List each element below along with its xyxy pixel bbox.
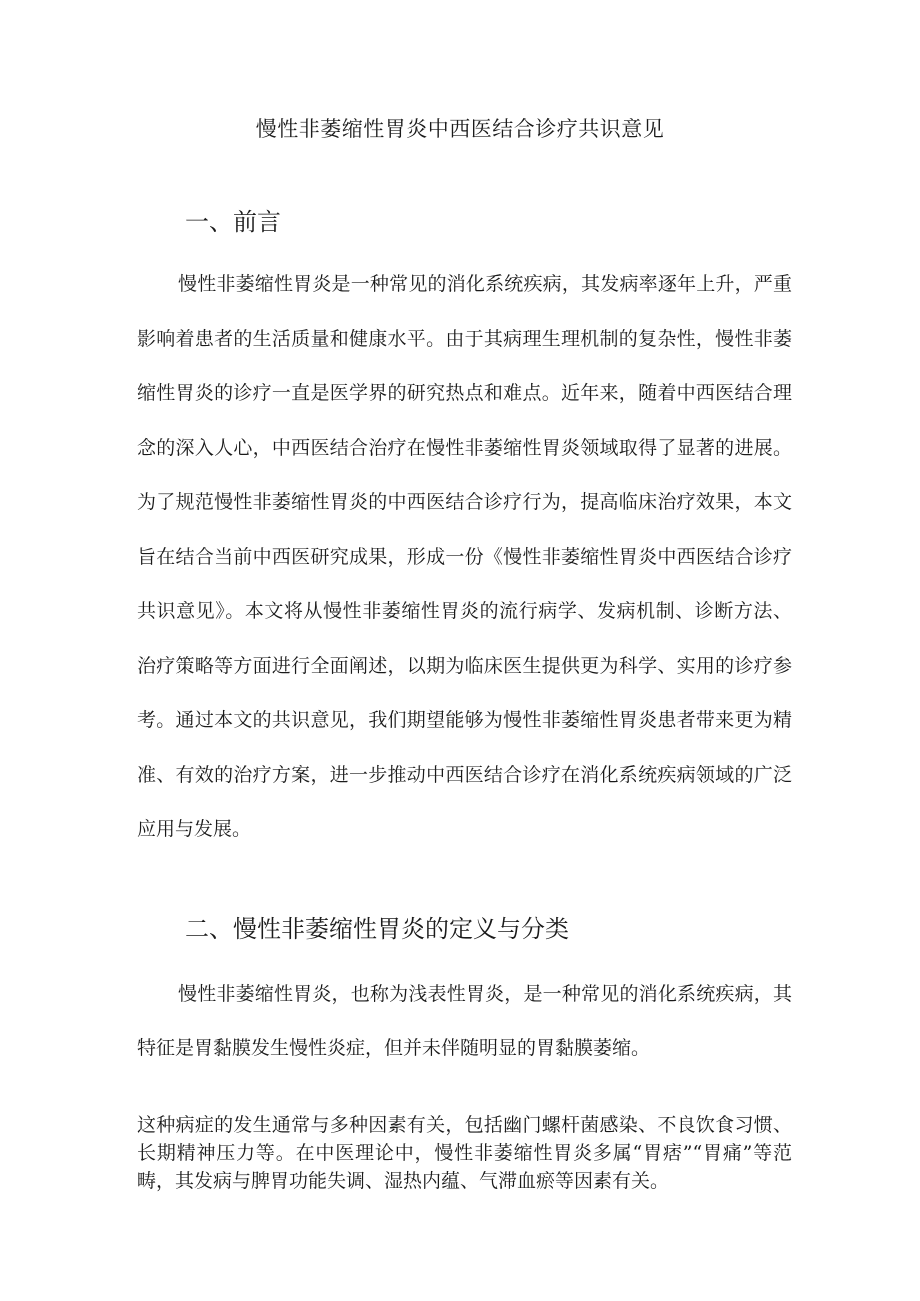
- preface-paragraph: 慢性非萎缩性胃炎是一种常见的消化系统疾病，其发病率逐年上升，严重影响着患者的生活质量和健康水平。由于其病理生理机制的复杂性，慢性非萎缩性胃炎的诊疗一直是医学界的研究热点和难点。近年来，随着中西医结合理念的深入人心，中西医结合治疗在慢性非萎缩性胃炎领域取得了显著的进展。为了规范慢性非萎缩性胃炎的中西医结合诊疗行为，提高临床治疗效果，本文旨在结合当前中西医研究成果，形成一份《慢性非萎缩性胃炎中西医结合诊疗共识意见》。本文将从慢性非萎缩性胃炎的流行病学、发病机制、诊断方法、治疗策略等方面进行全面阐述，以期为临床医生提供更为科学、实用的诊疗参考。通过本文的共识意见，我们期望能够为慢性非萎缩性胃炎患者带来更为精准、有效的治疗方案，进一步推动中西医结合诊疗在消化系统疾病领域的广泛应用与发展。: [137, 273, 792, 840]
- definition-paragraph-1: 慢性非萎缩性胃炎，也称为浅表性胃炎，是一种常见的消化系统疾病，其特征是胃黏膜发生慢性炎症，但并未伴随明显的胃黏膜萎缩。: [137, 983, 792, 1059]
- section-heading-preface: 一、前言: [185, 208, 281, 236]
- definition-paragraph-2: 这种病症的发生通常与多种因素有关，包括幽门螺杆菌感染、不良饮食习惯、长期精神压力等。在中医理论中，慢性非萎缩性胃炎多属“胃痞”“胃痛”等范畴，其发病与脾胃功能失调、湿热内蕴、气滞血瘀等因素有关。: [137, 1114, 792, 1192]
- document-title: 慢性非萎缩性胃炎中西医结合诊疗共识意见: [255, 117, 665, 141]
- section-heading-definition: 二、慢性非萎缩性胃炎的定义与分类: [185, 915, 569, 943]
